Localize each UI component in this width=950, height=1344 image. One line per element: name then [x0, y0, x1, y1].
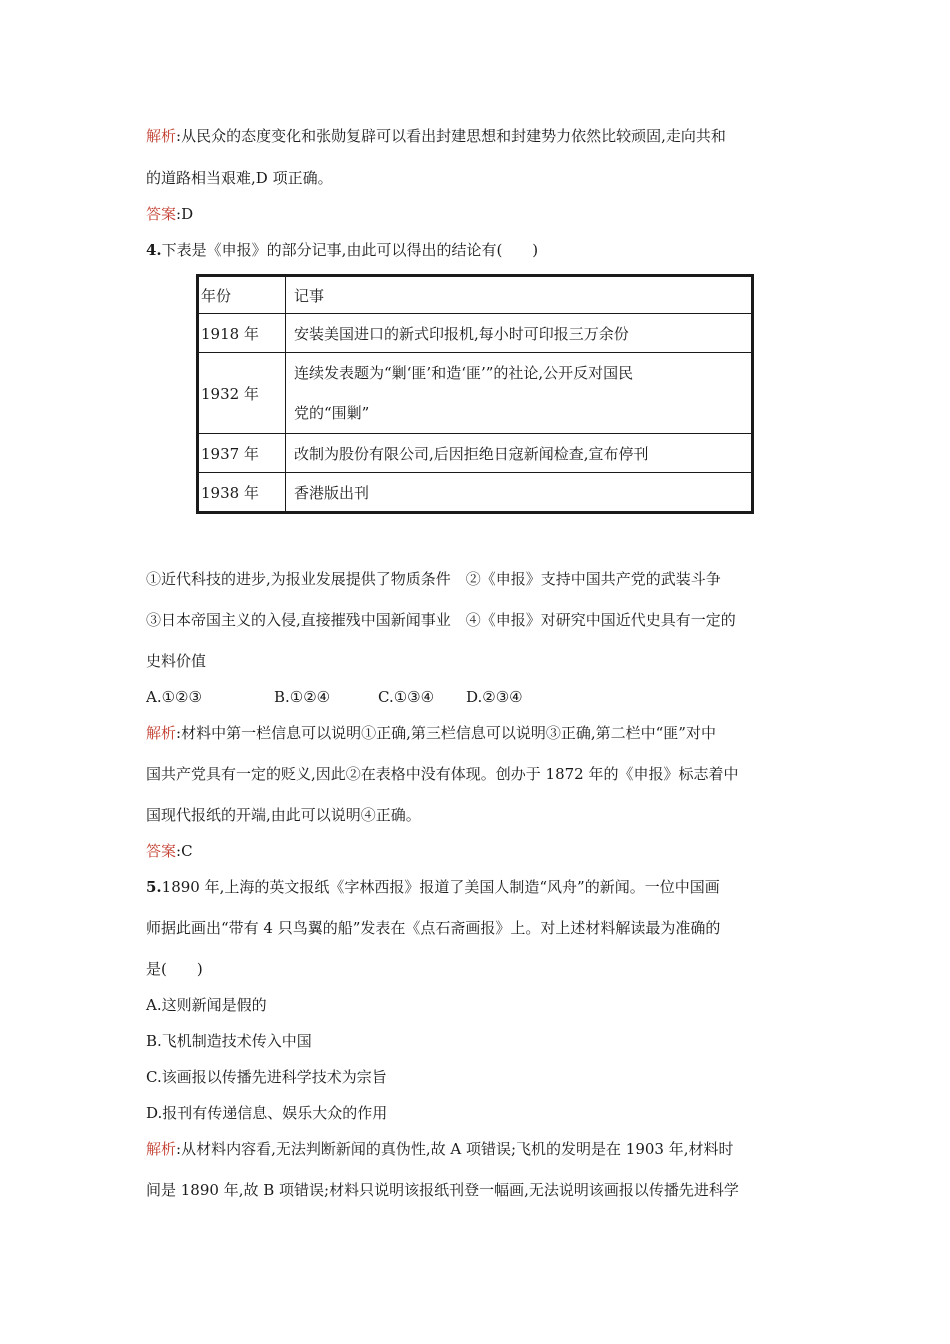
question-number: 5.: [146, 878, 162, 896]
q4-statement-line1: ①近代科技的进步,为报业发展提供了物质条件 ②《申报》支持中国共产党的武装斗争: [146, 570, 721, 588]
year-cell: 1932 年: [198, 353, 286, 434]
answer-value: :D: [176, 205, 194, 223]
question-number: 4.: [146, 241, 162, 259]
answer-value: :C: [176, 842, 193, 860]
question-stem: 下表是《申报》的部分记事,由此可以得出的结论有( ): [161, 241, 539, 259]
q5-stem-line2: 师据此画出“带有 4 只鸟翼的船”发表在《点石斋画报》上。对上述材料解读最为准确的: [146, 919, 721, 937]
q4-analysis-line1: [146, 723, 716, 743]
option-a: A.①②③: [146, 688, 202, 706]
q5-analysis-line2: 间是 1890 年,故 B 项错误;材料只说明该报纸刊登一幅画,无法说明该画报以传播先进科学: [146, 1181, 739, 1199]
table-row: [198, 314, 753, 353]
q5-option-a: A.这则新闻是假的: [146, 996, 267, 1014]
q4-analysis-line2: 国共产党具有一定的贬义,因此②在表格中没有体现。创办于 1872 年的《申报》标志着中: [146, 765, 739, 783]
q4-options: [146, 687, 523, 707]
event-cell: [286, 353, 753, 434]
q4-statement-line3: 史料价值: [146, 652, 207, 670]
analysis-text: :材料中第一栏信息可以说明①正确,第三栏信息可以说明③正确,第二栏中“匪”对中: [176, 724, 716, 742]
q3-analysis-line2: 的道路相当艰难,D 项正确。: [146, 169, 333, 187]
q5-stem-line1: [146, 877, 720, 897]
q5-option-c: C.该画报以传播先进科学技术为宗旨: [146, 1068, 387, 1086]
q5-option-d: D.报刊有传递信息、娱乐大众的作用: [146, 1104, 388, 1122]
year-cell: 1937 年: [198, 434, 286, 473]
q5-stem-line3: 是( ): [146, 960, 203, 978]
table-row: [198, 434, 753, 473]
event-cell: 香港版出刊: [286, 473, 753, 513]
analysis-text: :从材料内容看,无法判断新闻的真伪性,故 A 项错误;飞机的发明是在 1903 年,材料时: [176, 1140, 734, 1158]
shenbao-records-table: [196, 274, 754, 514]
header-year: 年份: [198, 276, 286, 314]
event-cell: 安装美国进口的新式印报机,每小时可印报三万余份: [286, 314, 753, 353]
q4-statement-line2: ③日本帝国主义的入侵,直接摧残中国新闻事业 ④《申报》对研究中国近代史具有一定的: [146, 611, 736, 629]
q3-analysis-line1: [146, 126, 726, 146]
answer-label: 答案: [146, 205, 177, 223]
event-cell-line1: 连续发表题为“剿‘匪’和造‘匪’”的社论,公开反对国民: [294, 364, 634, 382]
analysis-label: 解析: [146, 724, 177, 742]
q4-answer: [146, 841, 193, 861]
event-cell-line2: 党的“围剿”: [294, 404, 370, 422]
q5-analysis-line1: [146, 1139, 734, 1159]
answer-label: 答案: [146, 842, 177, 860]
analysis-label: 解析: [146, 1140, 177, 1158]
year-cell: 1938 年: [198, 473, 286, 513]
year-cell: 1918 年: [198, 314, 286, 353]
header-event: 记事: [286, 276, 753, 314]
question-stem: 1890 年,上海的英文报纸《字林西报》报道了美国人制造“风舟”的新闻。一位中国画: [161, 878, 720, 896]
analysis-label: 解析: [146, 127, 177, 145]
q5-option-b: B.飞机制造技术传入中国: [146, 1032, 312, 1050]
analysis-text: :从民众的态度变化和张勋复辟可以看出封建思想和封建势力依然比较顽固,走向共和: [176, 127, 726, 145]
option-c: C.①③④: [378, 688, 435, 706]
event-cell: 改制为股份有限公司,后因拒绝日寇新闻检查,宣布停刊: [286, 434, 753, 473]
table-row: [198, 473, 753, 513]
q4-stem: [146, 240, 538, 260]
q4-analysis-line3: 国现代报纸的开端,由此可以说明④正确。: [146, 806, 421, 824]
option-d: D.②③④: [466, 688, 523, 706]
q3-answer: [146, 204, 193, 224]
table-row: [198, 353, 753, 434]
table-header-row: [198, 276, 753, 314]
option-b: B.①②④: [274, 688, 331, 706]
